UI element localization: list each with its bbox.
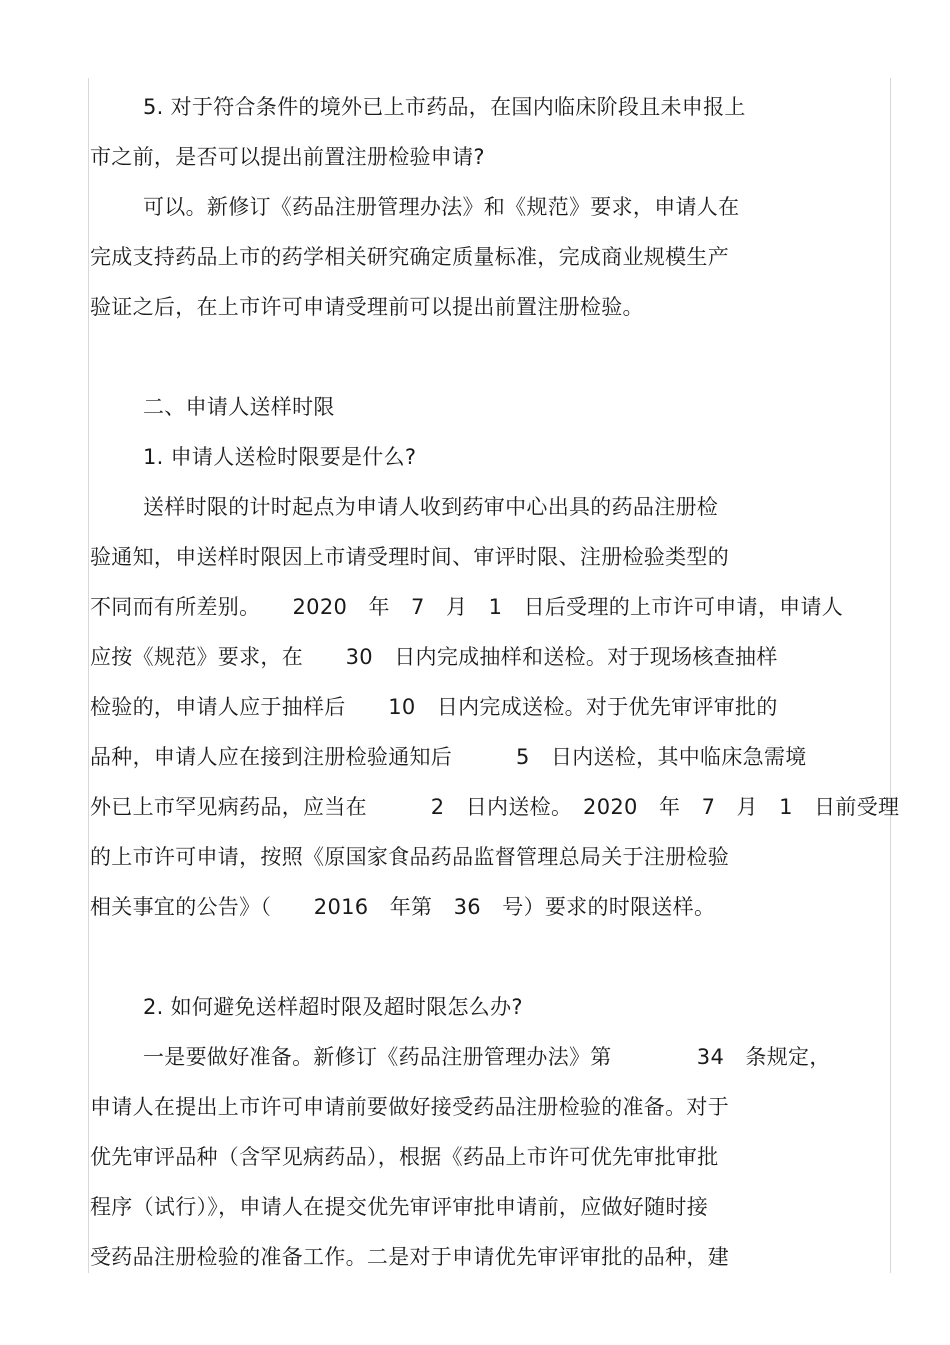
paragraph-line: 优先审评品种（含罕见病药品），根据《药品上市许可优先审批审批 bbox=[90, 1145, 719, 1169]
paragraph-line: 一是要做好准备。新修订《药品注册管理办法》第 34 条规定， bbox=[143, 1045, 831, 1069]
page-right-border bbox=[890, 78, 891, 1273]
paragraph-line: 受药品注册检验的准备工作。二是对于申请优先审评审批的品种，建 bbox=[90, 1245, 729, 1269]
paragraph-line: 应按《规范》要求，在 30 日内完成抽样和送检。对于现场核查抽样 bbox=[90, 645, 778, 669]
page-left-border bbox=[88, 78, 89, 1273]
paragraph-line: 申请人在提出上市许可申请前要做好接受药品注册检验的准备。对于 bbox=[90, 1095, 729, 1119]
section-heading: 二、申请人送样时限 bbox=[143, 395, 335, 419]
paragraph-line: 检验的，申请人应于抽样后 10 日内完成送检。对于优先审评审批的 bbox=[90, 695, 778, 719]
question-heading: 2. 如何避免送样超时限及超时限怎么办? bbox=[143, 995, 523, 1019]
paragraph-line: 完成支持药品上市的药学相关研究确定质量标准，完成商业规模生产 bbox=[90, 245, 729, 269]
paragraph-line: 品种，申请人应在接到注册检验通知后 5 日内送检，其中临床急需境 bbox=[90, 745, 807, 769]
paragraph-line: 可以。新修订《药品注册管理办法》和《规范》要求，申请人在 bbox=[143, 195, 740, 219]
paragraph-line: 程序（试行）》，申请人在提交优先审评审批申请前，应做好随时接 bbox=[90, 1195, 708, 1219]
paragraph-line: 验证之后，在上市许可申请受理前可以提出前置注册检验。 bbox=[90, 295, 644, 319]
paragraph-line: 5. 对于符合条件的境外已上市药品，在国内临床阶段且未申报上 bbox=[143, 95, 746, 119]
paragraph-line: 不同而有所差别。 2020 年 7 月 1 日后受理的上市许可申请，申请人 bbox=[90, 595, 844, 619]
paragraph-line: 送样时限的计时起点为申请人收到药审中心出具的药品注册检 bbox=[143, 495, 719, 519]
paragraph-line: 的上市许可申请，按照《原国家食品药品监督管理总局关于注册检验 bbox=[90, 845, 729, 869]
question-heading: 1. 申请人送检时限要是什么? bbox=[143, 445, 417, 469]
paragraph-line: 验通知，申送样时限因上市请受理时间、审评时限、注册检验类型的 bbox=[90, 545, 729, 569]
paragraph-line: 外已上市罕见病药品，应当在 2 日内送检。 2020 年 7 月 1 日前受理 bbox=[90, 795, 900, 819]
paragraph-line: 市之前，是否可以提出前置注册检验申请? bbox=[90, 145, 485, 169]
paragraph-line: 相关事宜的公告》（ 2016 年第 36 号）要求的时限送样。 bbox=[90, 895, 716, 919]
